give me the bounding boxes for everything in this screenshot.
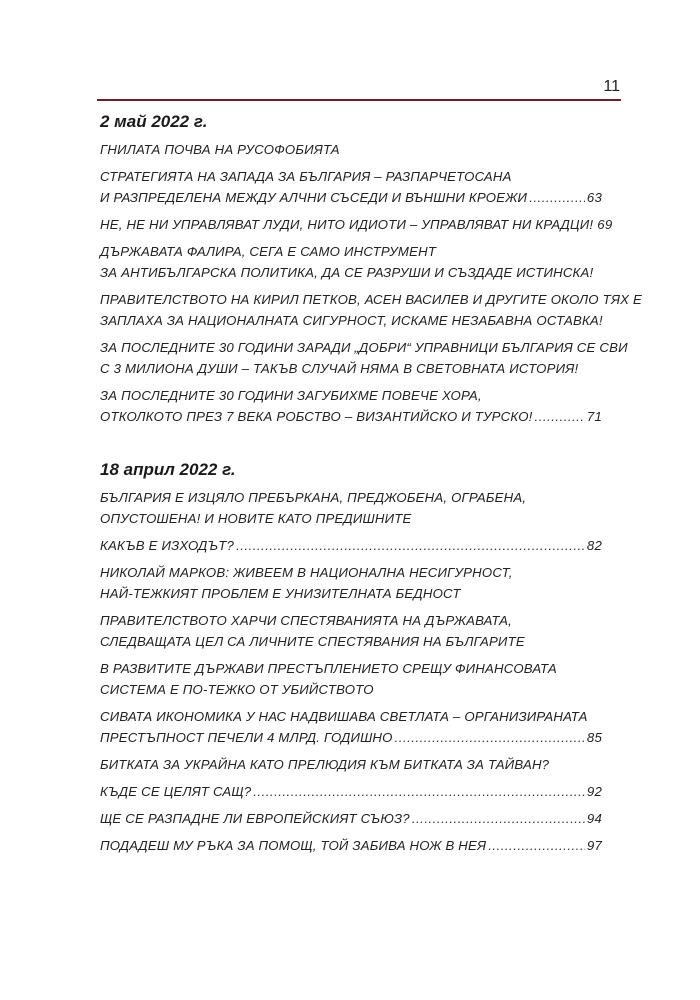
toc-entry-line: БИТКАТА ЗА УКРАЙНА КАТО ПРЕЛЮДИЯ КЪМ БИТКАТА ЗА ТАЙВАН?: [100, 757, 550, 772]
section-date-heading: 2 май 2022 г.: [100, 112, 208, 131]
toc-entry-line: ОПУСТОШЕНА! И НОВИТЕ КАТО ПРЕДИШНИТЕ: [100, 511, 412, 526]
toc-entry-line: [100, 781, 602, 802]
toc-entry-line: [100, 835, 602, 856]
dot-leader: [412, 808, 585, 829]
toc-entry[interactable]: [100, 754, 602, 775]
toc-entry[interactable]: [100, 535, 602, 556]
toc-entry-list: [100, 139, 643, 427]
toc-entry[interactable]: [100, 808, 602, 829]
toc-entry-line: БЪЛГАРИЯ Е ИЗЦЯЛО ПРЕБЪРКАНА, ПРЕДЖОБЕНА, ОГРАБЕНА,: [100, 490, 527, 505]
toc-entry-line: ЗА ПОСЛЕДНИТЕ 30 ГОДИНИ ЗАГУБИХМЕ ПОВЕЧЕ ХОРА,: [100, 388, 482, 403]
toc-page-number: 71: [586, 409, 602, 424]
toc-entry[interactable]: [100, 241, 602, 283]
dot-leader: [236, 535, 585, 556]
toc-entry[interactable]: [100, 289, 643, 331]
toc-entry-line: [100, 808, 602, 829]
toc-entry-text: ЩЕ СЕ РАЗПАДНЕ ЛИ ЕВРОПЕЙСКИЯТ СЪЮЗ?: [100, 811, 410, 826]
dot-leader: [488, 835, 585, 856]
toc-entry-line: В РАЗВИТИТЕ ДЪРЖАВИ ПРЕСТЪПЛЕНИЕТО СРЕЩУ ФИНАНСОВАТА: [100, 661, 557, 676]
toc-entry-text: НЕ, НЕ НИ УПРАВЛЯВАТ ЛУДИ, НИТО ИДИОТИ – УПРАВЛЯВАТ НИ КРАДЦИ!: [100, 217, 594, 232]
toc-entry-list: [100, 487, 602, 856]
toc-entry-line: ЗА АНТИБЪЛГАРСКА ПОЛИТИКА, ДА СЕ РАЗРУШИ И СЪЗДАДЕ ИСТИНСКА!: [100, 265, 594, 280]
toc-entry-line: ДЪРЖАВАТА ФАЛИРА, СЕГА Е САМО ИНСТРУМЕНТ: [100, 244, 437, 259]
toc-entry-text: ПОДАДЕШ МУ РЪКА ЗА ПОМОЩ, ТОЙ ЗАБИВА НОЖ В НЕЯ: [100, 838, 487, 853]
toc-entry[interactable]: [100, 658, 602, 700]
dot-leader: [395, 727, 585, 748]
page-number: 11: [603, 78, 620, 95]
toc-entry-line: ЗА ПОСЛЕДНИТЕ 30 ГОДИНИ ЗАРАДИ „ДОБРИ“ УПРАВНИЦИ БЪЛГАРИЯ СЕ СВИ: [100, 340, 628, 355]
toc-entry-line: [100, 535, 602, 556]
toc-entry-text: КЪДЕ СЕ ЦЕЛЯТ САЩ?: [100, 784, 252, 799]
toc-entry-line: ЗАПЛАХА ЗА НАЦИОНАЛНАТА СИГУРНОСТ, ИСКАМЕ НЕЗАБАВНА ОСТАВКА!: [100, 313, 603, 328]
toc-entry[interactable]: [100, 835, 602, 856]
toc-entry-line: ГНИЛАТА ПОЧВА НА РУСОФОБИЯТА: [100, 142, 340, 157]
table-of-contents: [100, 110, 643, 856]
toc-entry-text: КАКЪВ Е ИЗХОДЪТ?: [100, 538, 235, 553]
toc-entry-line: [100, 406, 602, 427]
dot-leader: [529, 187, 585, 208]
toc-entry-line: СИСТЕМА Е ПО-ТЕЖКО ОТ УБИЙСТВОТО: [100, 682, 374, 697]
toc-entry-line: СЛЕДВАЩАТА ЦЕЛ СА ЛИЧНИТЕ СПЕСТЯВАНИЯ НА БЪЛГАРИТЕ: [100, 634, 525, 649]
toc-entry-line: НИКОЛАЙ МАРКОВ: ЖИВЕЕМ В НАЦИОНАЛНА НЕСИГУРНОСТ,: [100, 565, 513, 580]
toc-entry[interactable]: [100, 487, 602, 529]
toc-entry-line: [100, 214, 613, 235]
toc-entry-line: ПРАВИТЕЛСТВОТО ХАРЧИ СПЕСТЯВАНИЯТА НА ДЪРЖАВАТА,: [100, 613, 513, 628]
toc-section: [100, 112, 643, 427]
toc-entry-text: И РАЗПРЕДЕЛЕНА МЕЖДУ АЛЧНИ СЪСЕДИ И ВЪНШНИ КРОЕЖИ: [100, 190, 528, 205]
toc-entry[interactable]: [100, 166, 602, 208]
toc-entry[interactable]: [100, 562, 602, 604]
toc-page-number: 94: [586, 811, 602, 826]
toc-entry[interactable]: [100, 139, 602, 160]
dot-leader: [535, 406, 585, 427]
toc-entry-line: [100, 187, 602, 208]
header-rule: [97, 99, 621, 101]
toc-entry[interactable]: [100, 214, 613, 235]
toc-entry[interactable]: [100, 706, 602, 748]
toc-entry-line: НАЙ-ТЕЖКИЯТ ПРОБЛЕМ Е УНИЗИТЕЛНАТА БЕДНОСТ: [100, 586, 461, 601]
toc-page-number: 63: [586, 190, 602, 205]
toc-entry[interactable]: [100, 610, 602, 652]
toc-page-number: 82: [586, 538, 602, 553]
toc-entry[interactable]: [100, 385, 602, 427]
dot-leader: [253, 781, 585, 802]
toc-page-number: 85: [586, 730, 602, 745]
toc-entry-line: ПРАВИТЕЛСТВОТО НА КИРИЛ ПЕТКОВ, АСЕН ВАСИЛЕВ И ДРУГИТЕ ОКОЛО ТЯХ Е: [100, 292, 643, 307]
toc-page-number: 97: [586, 838, 602, 853]
toc-entry-line: [100, 727, 602, 748]
toc-page-number: 69: [597, 217, 613, 232]
toc-entry[interactable]: [100, 337, 628, 379]
toc-entry-line: СТРАТЕГИЯТА НА ЗАПАДА ЗА БЪЛГАРИЯ – РАЗПАРЧЕТОСАНА: [100, 169, 512, 184]
section-date-heading: 18 април 2022 г.: [100, 460, 236, 479]
toc-entry-text: ПРЕСТЪПНОСТ ПЕЧЕЛИ 4 МЛРД. ГОДИШНО: [100, 730, 393, 745]
toc-entry[interactable]: [100, 781, 602, 802]
toc-entry-line: СИВАТА ИКОНОМИКА У НАС НАДВИШАВА СВЕТЛАТА – ОРГАНИЗИРАНАТА: [100, 709, 588, 724]
toc-entry-line: С 3 МИЛИОНА ДУШИ – ТАКЪВ СЛУЧАЙ НЯМА В СВЕТОВНАТА ИСТОРИЯ!: [100, 361, 579, 376]
toc-section: [100, 460, 602, 856]
toc-entry-text: ОТКОЛКОТО ПРЕЗ 7 ВЕКА РОБСТВО – ВИЗАНТИЙСКО И ТУРСКО!: [100, 409, 533, 424]
toc-page-number: 92: [586, 784, 602, 799]
